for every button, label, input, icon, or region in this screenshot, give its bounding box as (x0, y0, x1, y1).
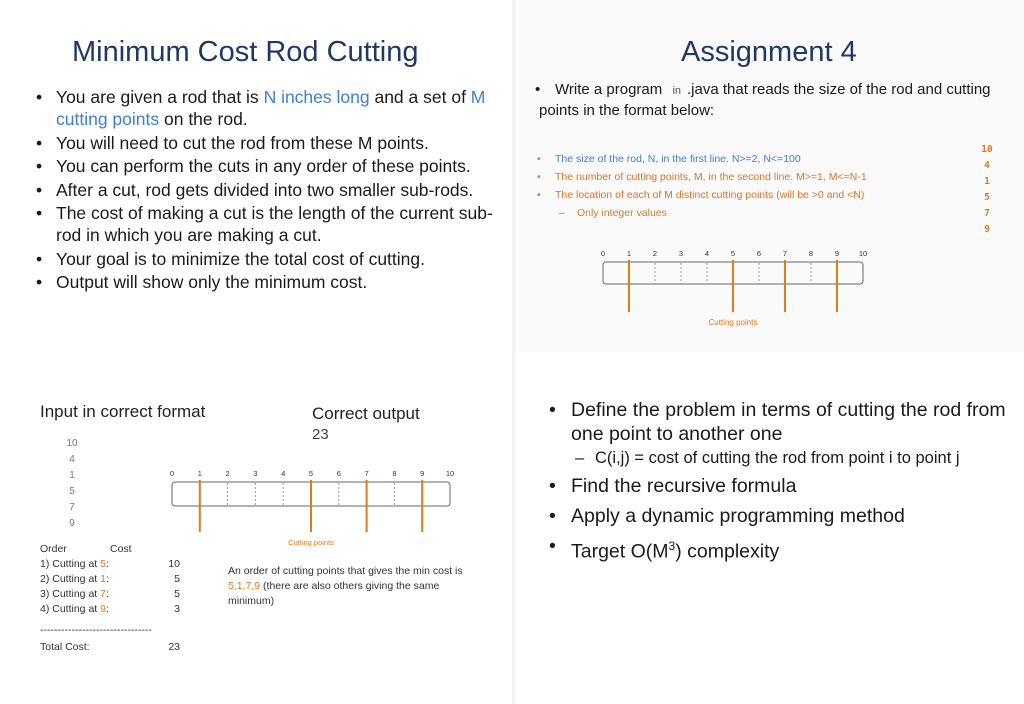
tick-label: 0 (600, 249, 606, 258)
b1-text: You are given a rod that is (56, 87, 264, 107)
order-row: 1) Cutting at 5: 10 (40, 558, 180, 570)
cut-order-table (40, 542, 180, 655)
total-label: Total Cost: (40, 641, 90, 653)
spec-integer-only: – Only integer values (537, 204, 957, 222)
row-point: 5 (100, 558, 106, 570)
tick-label: 6 (336, 469, 341, 478)
tick-label: 7 (782, 249, 788, 258)
slide1-bullet-5: • The cost of making a cut is the length of the current sub-rod in which you are making a cut. (30, 202, 500, 246)
approach-bullet-3: • Apply a dynamic programming method (547, 504, 1017, 528)
input-format-title: Input in correct format (40, 402, 206, 421)
b4-exponent: 3 (668, 539, 676, 553)
slide-approach (515, 352, 1024, 704)
slide1-title: Minimum Cost Rod Cutting (72, 36, 419, 68)
lead-pre: Write a program (555, 81, 663, 98)
tick-label: 9 (420, 469, 425, 478)
slide1-bullet-3: • You can perform the cuts in any order of these points. (30, 155, 500, 177)
sample-value: 4 (984, 160, 990, 171)
approach-bullet-4 (547, 534, 1017, 564)
sample-value: 9 (984, 224, 990, 235)
assignment-lead: • Write a program in .java that reads the size of the rod and cutting points in the format below: (535, 81, 991, 119)
note-post: (there are also others giving the same minimum) (228, 580, 440, 607)
row-cost: 5 (174, 573, 180, 585)
row-cost: 5 (174, 588, 180, 600)
sample-value: 1 (984, 176, 990, 187)
input-value: 1 (69, 470, 75, 481)
tick-label: 8 (392, 469, 397, 478)
total-value: 23 (168, 641, 180, 653)
row-label: 4) Cutting at (40, 603, 101, 615)
slide-rod-cutting-intro (0, 0, 512, 352)
row-cost: 10 (168, 558, 180, 570)
rod-diagram (515, 0, 1024, 352)
input-value: 4 (69, 454, 75, 465)
b4-post: ) complexity (675, 540, 780, 563)
cutting-points-caption: Cutting points (288, 538, 334, 547)
b1-post: on the rod. (159, 109, 248, 129)
approach-sub-bullet: – C(i,j) = cost of cutting the rod from point i to point j (547, 448, 1017, 468)
tick-label: 9 (834, 249, 840, 258)
tick-label: 5 (730, 249, 736, 258)
tick-label: 10 (445, 469, 455, 478)
approach-bullet-1: • Define the problem in terms of cutting the rod from one point to another one (547, 398, 1017, 446)
spec-locations: • The location of each of M distinct cutting points (will be >0 and <N) (537, 186, 957, 204)
cost-header: Cost (110, 543, 132, 555)
output-title: Correct output (312, 404, 420, 423)
input-value: 9 (69, 518, 75, 529)
slide1-bullet-6: • Your goal is to minimize the total cost of cutting. (30, 248, 500, 270)
spec-size: • The size of the rod, N, in the first line. N>=2, N<=100 (537, 150, 957, 168)
sample-value: 7 (984, 208, 990, 219)
row-label: 2) Cutting at (40, 573, 101, 585)
slide-example (0, 352, 512, 704)
output-value: 23 (312, 426, 329, 443)
order-row: 4) Cutting at 9: 3 (40, 603, 180, 615)
tick-label: 8 (808, 249, 814, 258)
sample-value: 10 (981, 144, 993, 155)
approach-bullet-2: • Find the recursive formula (547, 474, 1017, 498)
tick-label: 6 (756, 249, 762, 258)
slide1-bullet-4: • After a cut, rod gets divided into two smaller sub-rods. (30, 179, 500, 201)
tick-label: 0 (169, 469, 175, 478)
sample-value: 5 (984, 192, 990, 203)
tick-label: 4 (704, 249, 710, 258)
row-point: 1 (100, 573, 106, 585)
b4-pre: Target O(M (571, 540, 669, 563)
tick-label: 7 (364, 469, 369, 478)
min-cost-note (228, 564, 488, 609)
order-row: 3) Cutting at 7: 5 (40, 588, 180, 600)
slide1-bullets (30, 86, 500, 295)
tick-label: 10 (858, 249, 868, 258)
order-header: Order (40, 543, 67, 555)
input-value: 10 (66, 438, 78, 449)
total-row (40, 640, 180, 655)
tick-label: 5 (308, 469, 314, 478)
row-point: 9 (100, 603, 106, 615)
m-cutting-points-highlight: M cutting points (56, 87, 486, 129)
order-table-header (40, 542, 180, 557)
cutting-points-caption: Cutting points (708, 318, 758, 327)
tick-label: 3 (253, 469, 258, 478)
slide1-bullet-2: • You will need to cut the rod from these M points. (30, 132, 500, 154)
tick-label: 2 (225, 469, 230, 478)
slide1-bullet-1 (30, 86, 500, 130)
note-order: 5,1,7,9 (228, 580, 261, 592)
tick-label: 1 (626, 249, 632, 258)
approach-bullets (547, 398, 1017, 570)
b1-mid: and a set of (369, 87, 471, 107)
tick-label: 3 (678, 249, 684, 258)
row-cost: 3 (174, 603, 180, 615)
order-row: 2) Cutting at 1: 5 (40, 573, 180, 585)
slide-assignment (515, 0, 1024, 352)
row-point: 7 (100, 588, 106, 600)
tick-label: 4 (281, 469, 286, 478)
slide2-title: Assignment 4 (681, 36, 857, 68)
separator: -------------------------------- (40, 624, 152, 636)
row-label: 3) Cutting at (40, 588, 101, 600)
row-label: 1) Cutting at (40, 558, 101, 570)
spec-count: • The number of cutting points, M, in the second line. M>=1, M<=N-1 (537, 168, 957, 186)
lead-badge: in (672, 85, 681, 97)
tick-label: 1 (197, 469, 202, 478)
lead-post: .java that reads the size of the rod and cutting points in the format below: (539, 81, 991, 119)
input-value: 5 (69, 486, 75, 497)
tick-label: 2 (652, 249, 658, 258)
n-inches-highlight: N inches long (263, 87, 370, 107)
note-pre: An order of cutting points that gives the min cost is (228, 565, 463, 577)
input-value: 7 (69, 502, 75, 513)
slide1-bullet-7: • Output will show only the minimum cost. (30, 271, 500, 293)
